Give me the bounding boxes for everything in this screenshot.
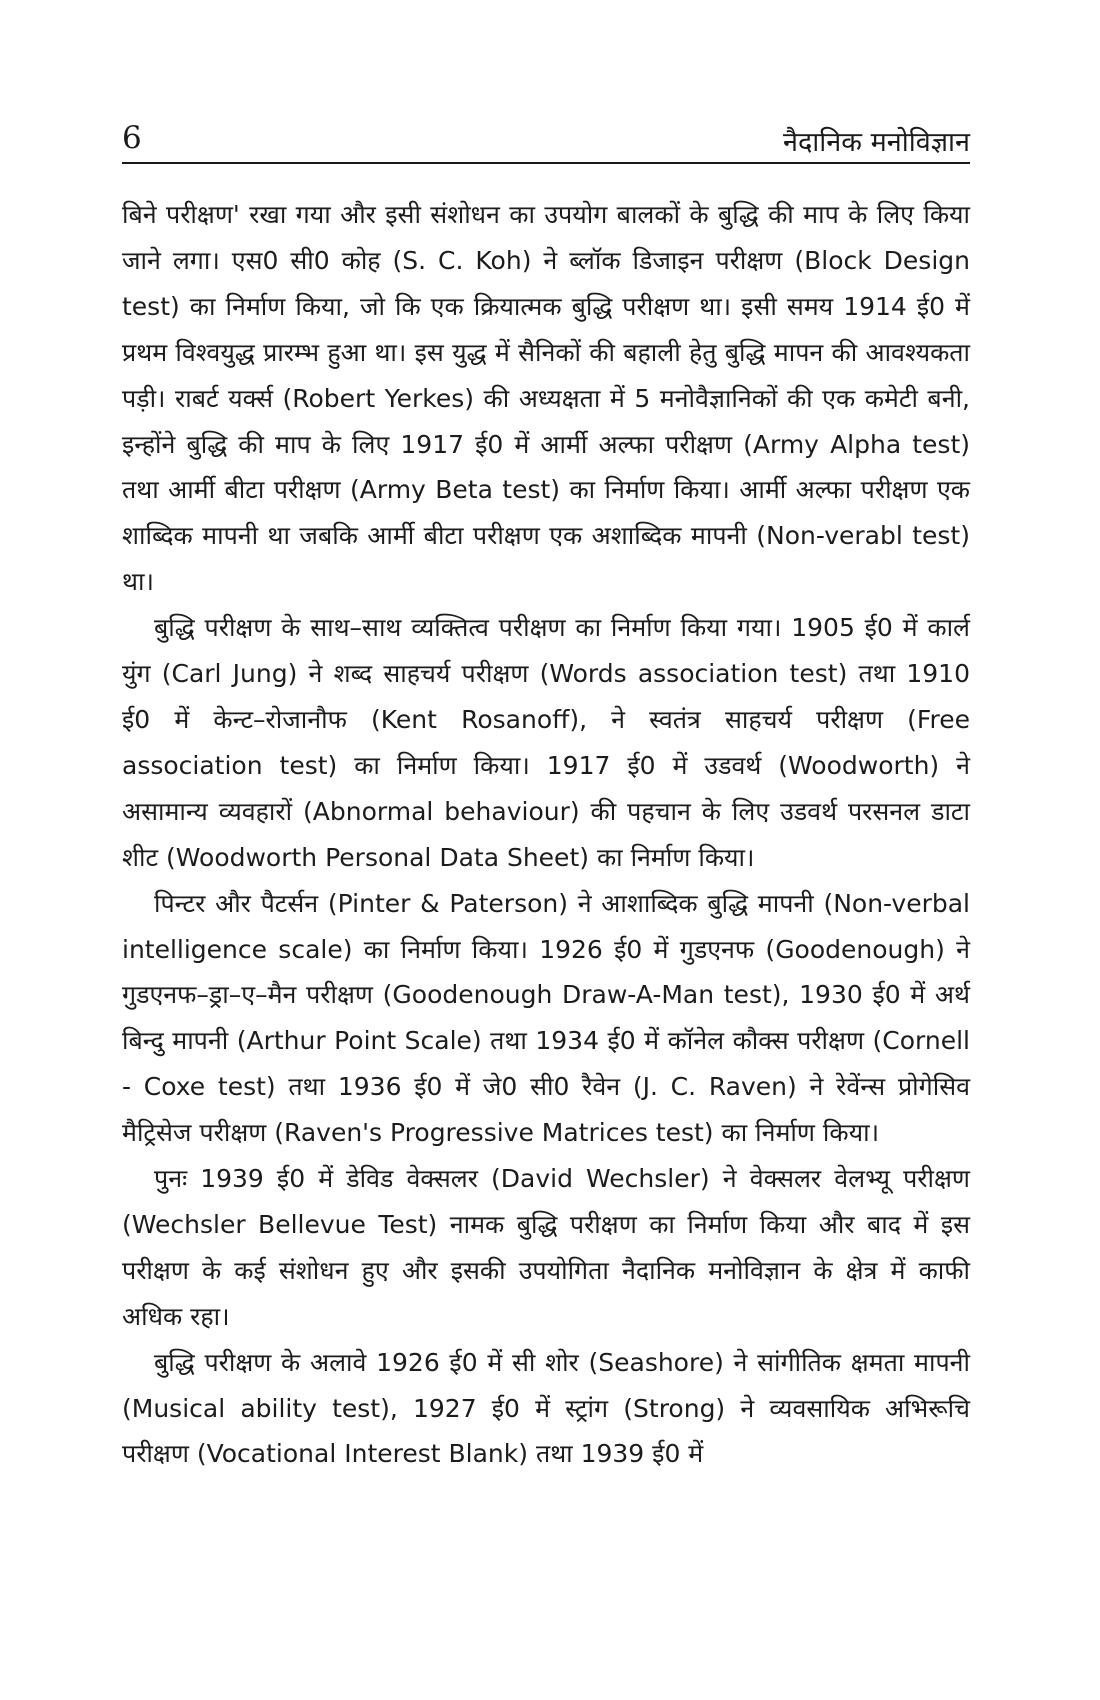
paragraph-wechsler: पुनः 1939 ई0 में डेविड वेक्सलर (David Wechsler) ने वेक्सलर वेलभ्यू परीक्षण (Wechsler Bellevue Test) नामक बुद्धि परीक्षण का निर्माण किया और बाद में इस परीक्षण के कई संशोधन हुए और इसकी उपयोगिता नैदानिक मनोविज्ञान के क्षेत्र में काफी अधिक रहा। [122,1164,970,1331]
page-number: 6 [122,120,142,156]
paragraph-personality-tests: बुद्धि परीक्षण के साथ–साथ व्यक्तित्व परीक्षण का निर्माण किया गया। 1905 ई0 में कार्ल युंग (Carl Jung) ने शब्द साहचर्य परीक्षण (Words association test) तथा 1910 ई0 में केन्ट–रोजानौफ (Kent Rosanoff), ने स्वतंत्र साहचर्य परीक्षण (Free association test) का निर्माण किया। 1917 ई0 में उडवर्थ (Woodworth) ने असामान्य व्यवहारों (Abnormal behaviour) की पहचान के लिए उडवर्थ परसनल डाटा शीट (Woodworth Personal Data Sheet) का निर्माण किया। [122,613,970,872]
paragraph-nonverbal-scales: पिन्टर और पैटर्सन (Pinter & Paterson) ने आशाब्दिक बुद्धि मापनी (Non-verbal intelligence scale) का निर्माण किया। 1926 ई0 में गुडएनफ (Goodenough) ने गुडएनफ–ड्रा–ए–मैन परीक्षण (Goodenough Draw-A-Man test), 1930 ई0 में अर्थ बिन्दु मापनी (Arthur Point Scale) तथा 1934 ई0 में कॉनेल कौक्स परीक्षण (Cornell - Coxe test) तथा 1936 ई0 में जे0 सी0 रैवेन (J. C. Raven) ने रेवेंन्स प्रोगेसिव मैट्रिसेज परीक्षण (Raven's Progressive Matrices test) का निर्माण किया। [122,888,970,1148]
running-head [122,118,970,164]
paragraph-continued: बिने परीक्षण' रखा गया और इसी संशोधन का उपयोग बालकों के बुद्धि की माप के लिए किया जाने लगा। एस0 सी0 कोह (S. C. Koh) ने ब्लॉक डिजाइन परीक्षण (Block Design test) का निर्माण किया, जो कि एक क्रियात्मक बुद्धि परीक्षण था। इसी समय 1914 ई0 में प्रथम विश्वयुद्ध प्रारम्भ हुआ था। इस युद्ध में सैनिकों की बहाली हेतु बुद्धि मापन की आवश्यकता पड़ी। राबर्ट यर्क्स (Robert Yerkes) की अध्यक्षता में 5 मनोवैज्ञानिकों की एक कमेटी बनी, इन्होंने बुद्धि की माप के लिए 1917 ई0 में आर्मी अल्फा परीक्षण (Army Alpha test) तथा आर्मी बीटा परीक्षण (Army Beta test) का निर्माण किया। आर्मी अल्फा परीक्षण एक शाब्दिक मापनी था जबकि आर्मी बीटा परीक्षण एक अशाब्दिक मापनी (Non-verabl test) था। [122,200,970,597]
body-text [122,192,970,1477]
book-title: नैदानिक मनोविज्ञान [782,127,970,158]
paragraph-other-tests: बुद्धि परीक्षण के अलावे 1926 ई0 में सी शोर (Seashore) ने सांगीतिक क्षमता मापनी (Musical ability test), 1927 ई0 में स्ट्रांग (Strong) ने व्यवसायिक अभिरूचि परीक्षण (Vocational Interest Blank) तथा 1939 ई0 में [122,1347,970,1469]
